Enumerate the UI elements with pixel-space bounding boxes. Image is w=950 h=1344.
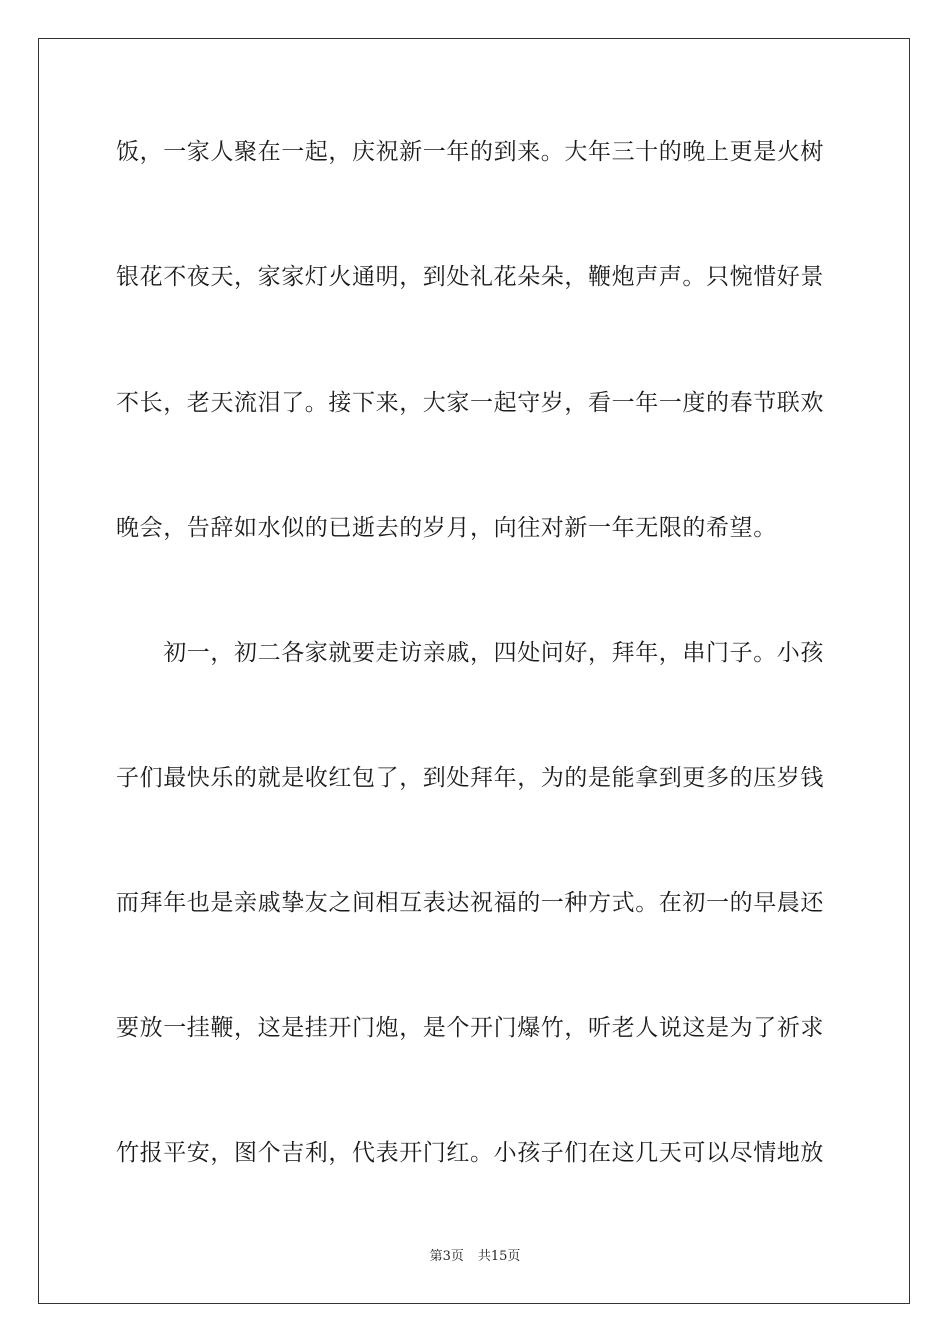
text-line: 饭，一家人聚在一起，庆祝新一年的到来。大年三十的晚上更是火树 xyxy=(116,139,824,165)
text-line: 而拜年也是亲戚挚友之间相互表达祝福的一种方式。在初一的早晨还 xyxy=(116,890,824,916)
page-total: 共15页 xyxy=(477,1249,521,1264)
text-line: 子们最快乐的就是收红包了，到处拜年，为的是能拿到更多的压岁钱 xyxy=(116,765,824,791)
text-line: 不长，老天流泪了。接下来，大家一起守岁，看一年一度的春节联欢 xyxy=(116,390,824,416)
text-line: 晚会，告辞如水似的已逝去的岁月，向往对新一年无限的希望。 xyxy=(116,515,777,541)
text-line: 要放一挂鞭，这是挂开门炮，是个开门爆竹，听老人说这是为了祈求 xyxy=(116,1015,824,1041)
page-footer xyxy=(0,1248,950,1266)
paragraph-start-line: 初一，初二各家就要走访亲戚，四处问好，拜年，串门子。小孩 xyxy=(116,640,824,666)
text-line: 竹报平安，图个吉利，代表开门红。小孩子们在这几天可以尽情地放 xyxy=(116,1140,824,1166)
text-line: 银花不夜天，家家灯火通明，到处礼花朵朵，鞭炮声声。只惋惜好景 xyxy=(116,264,824,290)
page-border xyxy=(38,38,910,1304)
page-number: 第3页 xyxy=(429,1249,464,1264)
